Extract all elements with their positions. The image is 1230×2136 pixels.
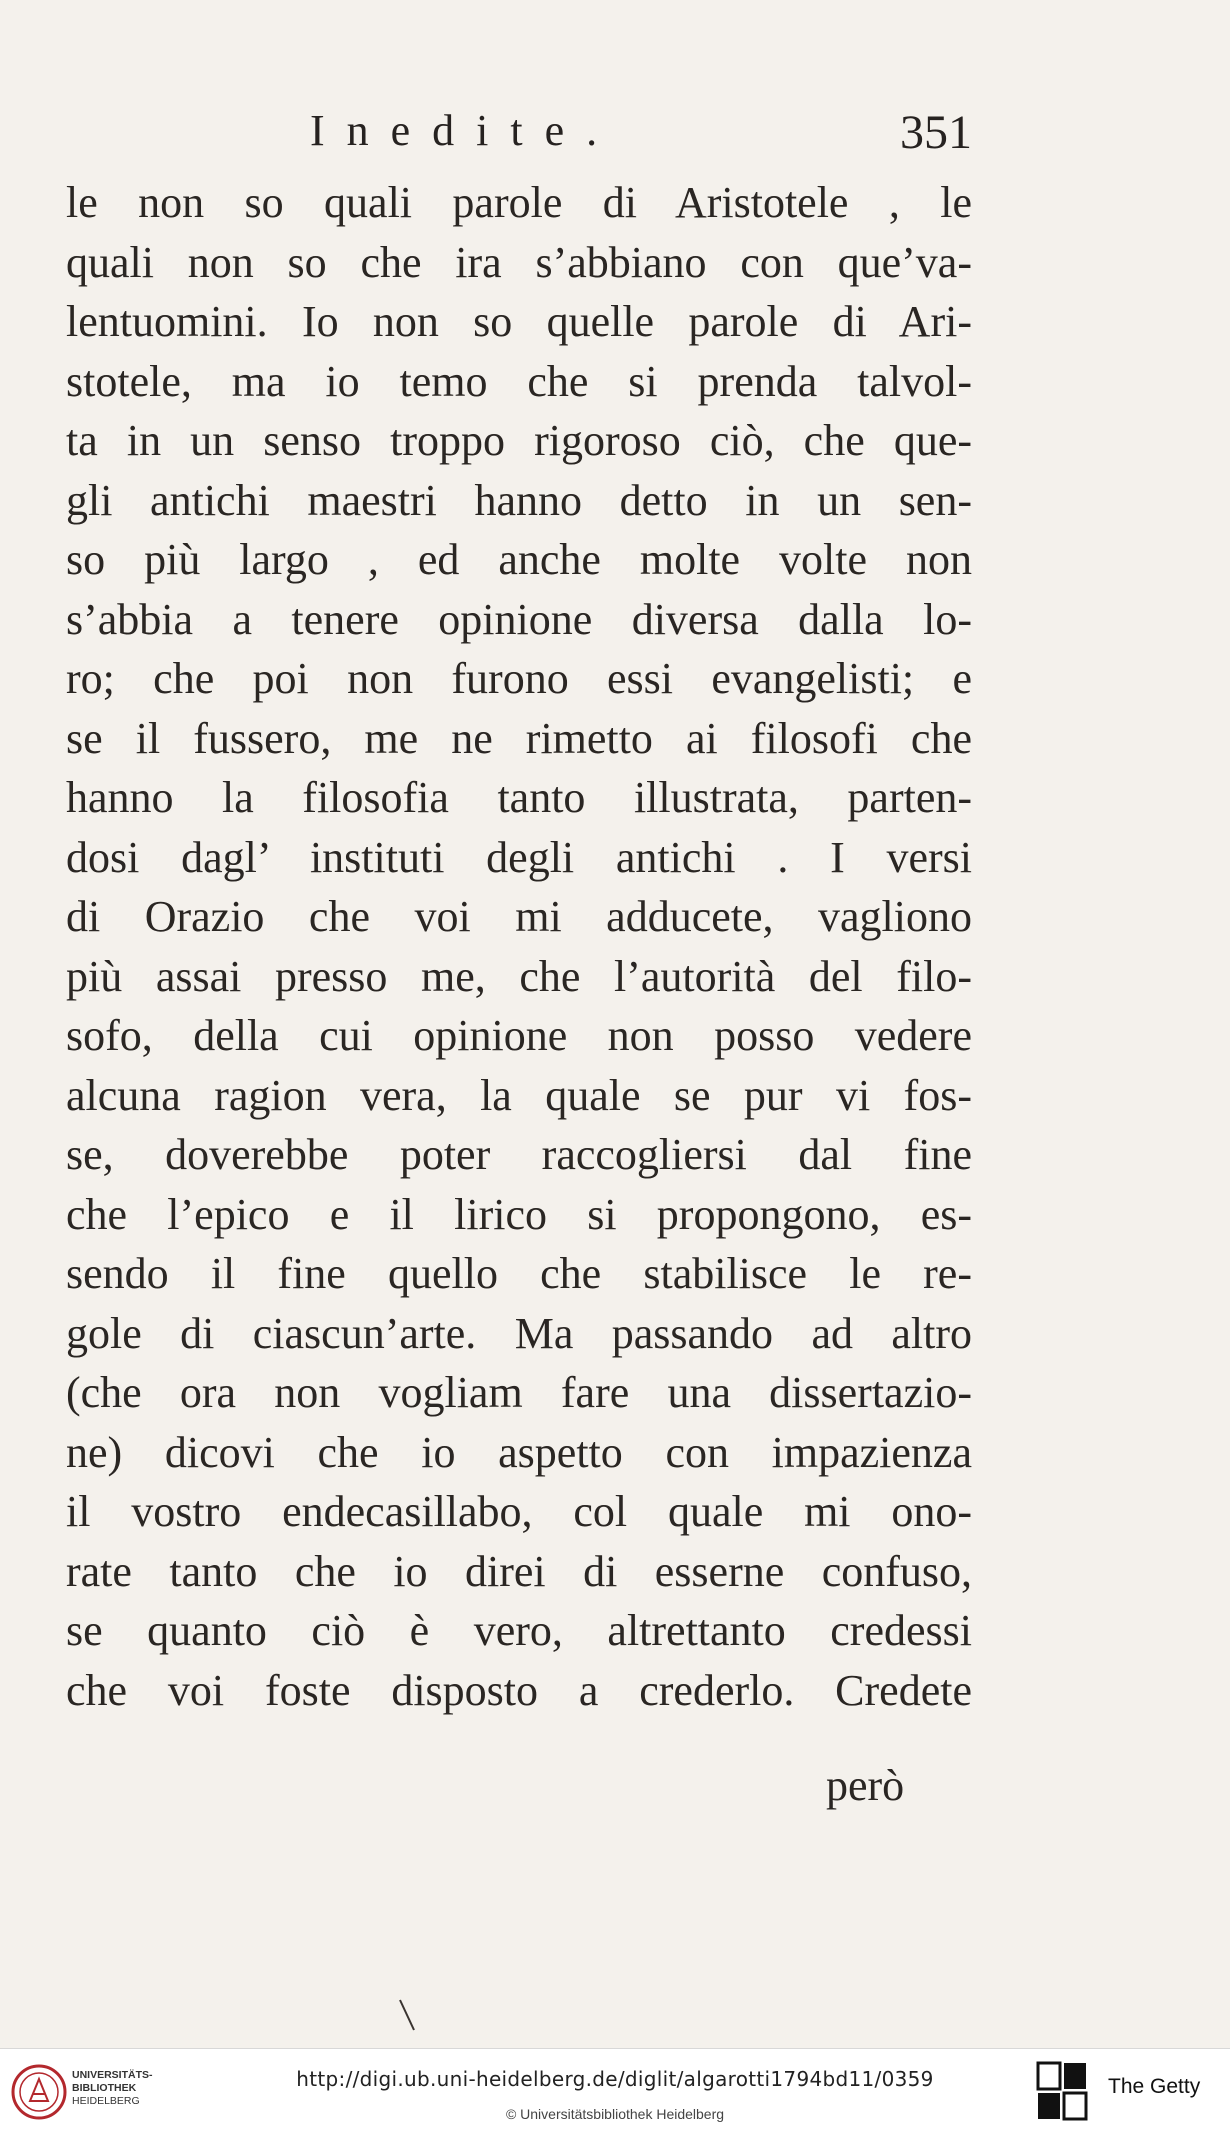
text-line: quali non so che ira s’abbiano con que’va- <box>66 237 972 287</box>
text-line: stotele, ma io temo che si prenda talvol- <box>66 356 972 406</box>
text-line: le non so quali parole di Aristotele , le <box>66 178 972 227</box>
institution-line-2: BIBLIOTHEK <box>72 2082 137 2094</box>
text-line: più assai presso me, che l’autorità del filo- <box>66 951 972 1001</box>
institution-line-3: HEIDELBERG <box>72 2095 140 2107</box>
text-line: (che ora non vogliam fare una dissertazio- <box>66 1368 972 1417</box>
body-text <box>66 173 972 1720</box>
text-line: se il fussero, me ne rimetto ai filosofi che <box>66 713 972 763</box>
text-line: se quanto ciò è vero, altrettanto credessi <box>66 1606 972 1655</box>
page-number: 351 <box>900 106 972 159</box>
text-line: se, doverebbe poter raccogliersi dal fine <box>66 1130 972 1179</box>
running-head <box>0 105 1230 165</box>
text-line: lentuomini. Io non so quelle parole di Ari- <box>66 297 972 346</box>
text-line: di Orazio che voi mi adducete, vagliono <box>66 892 972 941</box>
institution-line-1: UNIVERSITÄTS- <box>72 2069 153 2081</box>
stray-ink-mark <box>398 1998 416 2032</box>
text-line: alcuna ragion vera, la quale se pur vi fos- <box>66 1070 972 1120</box>
text-line: ta in un senso troppo rigoroso ciò, che que- <box>66 416 972 465</box>
text-line: il vostro endecasillabo, col quale mi ono- <box>66 1487 972 1536</box>
copyright-notice: © Universitätsbibliothek Heidelberg <box>505 2106 725 2122</box>
running-title: Inedite. <box>310 106 620 155</box>
text-line: rate tanto che io direi di esserne confuso, <box>66 1546 972 1596</box>
text-line: gli antichi maestri hanno detto in un sen- <box>66 475 972 525</box>
text-line: sendo il fine quello che stabilisce le re- <box>66 1249 972 1298</box>
footer-bar <box>0 2048 1230 2136</box>
text-line: che l’epico e il lirico si propongono, es- <box>66 1189 972 1239</box>
text-line: ne) dicovi che io aspetto con impazienza <box>66 1427 972 1477</box>
text-line: s’abbia a tenere opinione diversa dalla lo- <box>66 594 972 644</box>
partner-name: The Getty <box>1108 2075 1201 2098</box>
catchword: però <box>826 1761 905 1810</box>
getty-logo-icon <box>1036 2061 1088 2123</box>
text-line: so più largo , ed anche molte volte non <box>66 535 972 584</box>
text-line: hanno la filosofia tanto illustrata, parten- <box>66 773 972 822</box>
text-line: dosi dagl’ instituti degli antichi . I versi <box>66 832 972 882</box>
text-line: sofo, della cui opinione non posso vedere <box>66 1011 972 1060</box>
text-line: che voi foste disposto a crederlo. Credete <box>66 1665 972 1715</box>
text-line: ro; che poi non furono essi evangelisti; e <box>66 654 972 703</box>
text-line: gole di ciascun’arte. Ma passando ad altro <box>66 1308 972 1358</box>
permalink-url[interactable]: http://digi.ub.uni-heidelberg.de/diglit/algarotti1794bd11/0359 <box>296 2067 934 2091</box>
